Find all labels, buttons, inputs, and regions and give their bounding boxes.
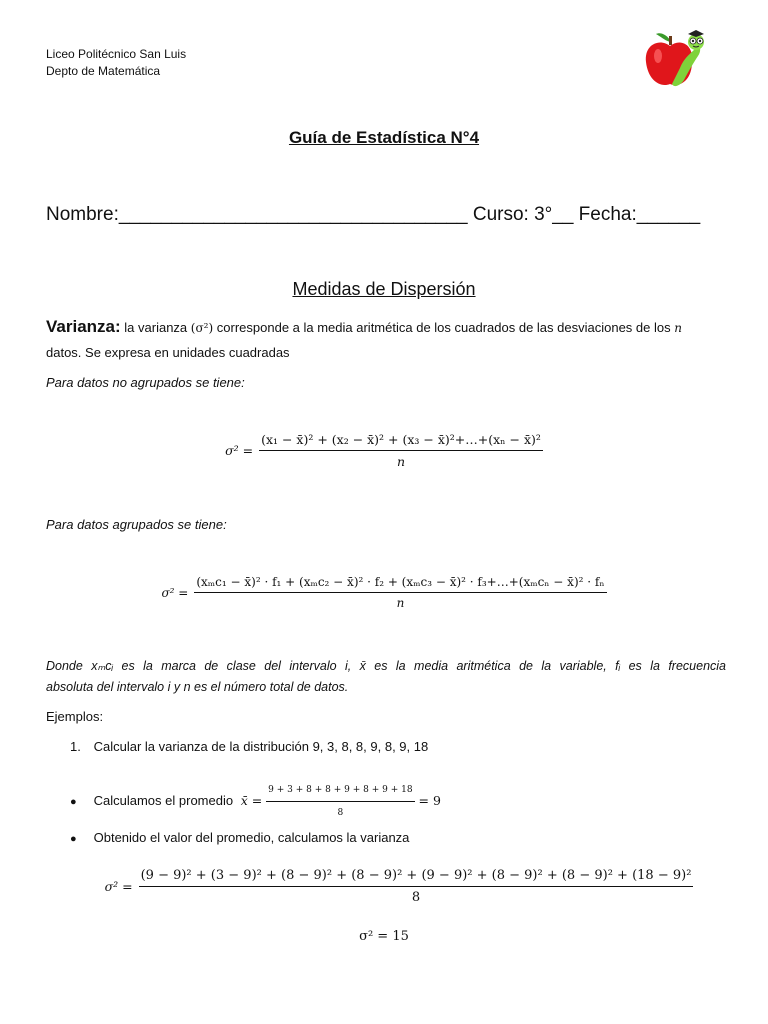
formula-no-agrupados-denominator: n	[396, 454, 406, 469]
formula-example	[30, 868, 768, 905]
formula-no-agrupados	[0, 432, 768, 469]
no-agrupados-label: Para datos no agrupados se tiene:	[46, 375, 245, 390]
promedio-formula	[237, 785, 441, 818]
formula-example-numerator: (9 − 9)² + (3 − 9)² + (8 − 9)² + (8 − 9)² + (9 − 9)² + (8 − 9)² + (8 − 9)² + (18 − 9)²	[139, 868, 694, 887]
varianza-line2: datos. Se expresa en unidades cuadradas	[46, 345, 290, 360]
example-1-marker: 1.	[70, 739, 81, 754]
bullet-varianza-text: Obtenido el valor del promedio, calculamos la varianza	[93, 830, 410, 845]
promedio-lhs: x̄ =	[240, 793, 263, 808]
varianza-term: Varianza:	[46, 317, 121, 336]
student-fields-line: Nombre:_________________________________ Curso: 3°__ Fecha:______	[46, 204, 701, 225]
varianza-definition	[46, 316, 726, 339]
school-name: Liceo Politécnico San Luis	[46, 47, 187, 61]
department-name: Depto de Matemática	[46, 64, 161, 78]
apple-worm-icon	[640, 28, 710, 94]
formula-agrupados-denominator: n	[396, 596, 405, 610]
bullet-promedio-text: Calculamos el promedio	[93, 793, 234, 808]
agrupados-label: Para datos agrupados se tiene:	[46, 517, 227, 532]
formula-example-denominator: 8	[411, 890, 421, 905]
varianza-n-symbol: n	[674, 321, 682, 335]
promedio-denominator: 8	[337, 808, 344, 818]
varianza-symbol: (σ²)	[190, 321, 214, 335]
bullet-varianza	[70, 828, 409, 849]
result-line	[0, 929, 768, 944]
ejemplos-label: Ejemplos:	[46, 709, 104, 724]
formula-example-lhs: σ² =	[104, 879, 133, 894]
formula-agrupados	[0, 575, 768, 610]
formula-example-fraction	[139, 868, 694, 905]
example-1	[70, 737, 428, 757]
formula-no-agrupados-lhs: σ² =	[225, 443, 254, 458]
formula-no-agrupados-fraction	[259, 432, 543, 469]
bullet-dot-icon: ●	[70, 833, 77, 845]
school-header	[46, 46, 186, 80]
formula-no-agrupados-numerator: (x₁ − x̄)² + (x₂ − x̄)² + (x₃ − x̄)²+…+(xₙ − x̄)²	[259, 432, 543, 451]
donde-line2: absoluta del intervalo i y n es el número total de datos.	[46, 680, 349, 694]
promedio-result: = 9	[418, 793, 441, 808]
varianza-text-after: corresponde a la media aritmética de los cuadrados de las desviaciones de los	[216, 320, 671, 335]
bullet-dot-icon: ●	[70, 796, 77, 808]
formula-agrupados-numerator: (xₘc₁ − x̄)² · f₁ + (xₘc₂ − x̄)² · f₂ + (xₘc₃ − x̄)² · f₃+…+(xₘcₙ − x̄)² · fₙ	[194, 575, 606, 593]
formula-agrupados-lhs: σ² =	[161, 585, 189, 600]
donde-line1: Donde xₘcᵢ es la marca de clase del intervalo i, x̄ es la media aritmética de la variable, fᵢ es la frecuencia	[46, 659, 726, 673]
example-1-text: Calcular la varianza de la distribución 9, 3, 8, 8, 9, 8, 9, 18	[93, 739, 429, 754]
varianza-text-before: la varianza	[124, 320, 188, 335]
promedio-fraction	[266, 780, 414, 823]
bullet-promedio	[70, 780, 441, 823]
result-value: σ² = 15	[359, 929, 409, 944]
promedio-numerator: 9 + 3 + 8 + 8 + 9 + 8 + 9 + 18	[266, 780, 414, 802]
page-title: Guía de Estadística N°4	[288, 128, 480, 147]
section-subtitle: Medidas de Dispersión	[292, 279, 476, 299]
formula-agrupados-fraction	[194, 575, 606, 610]
